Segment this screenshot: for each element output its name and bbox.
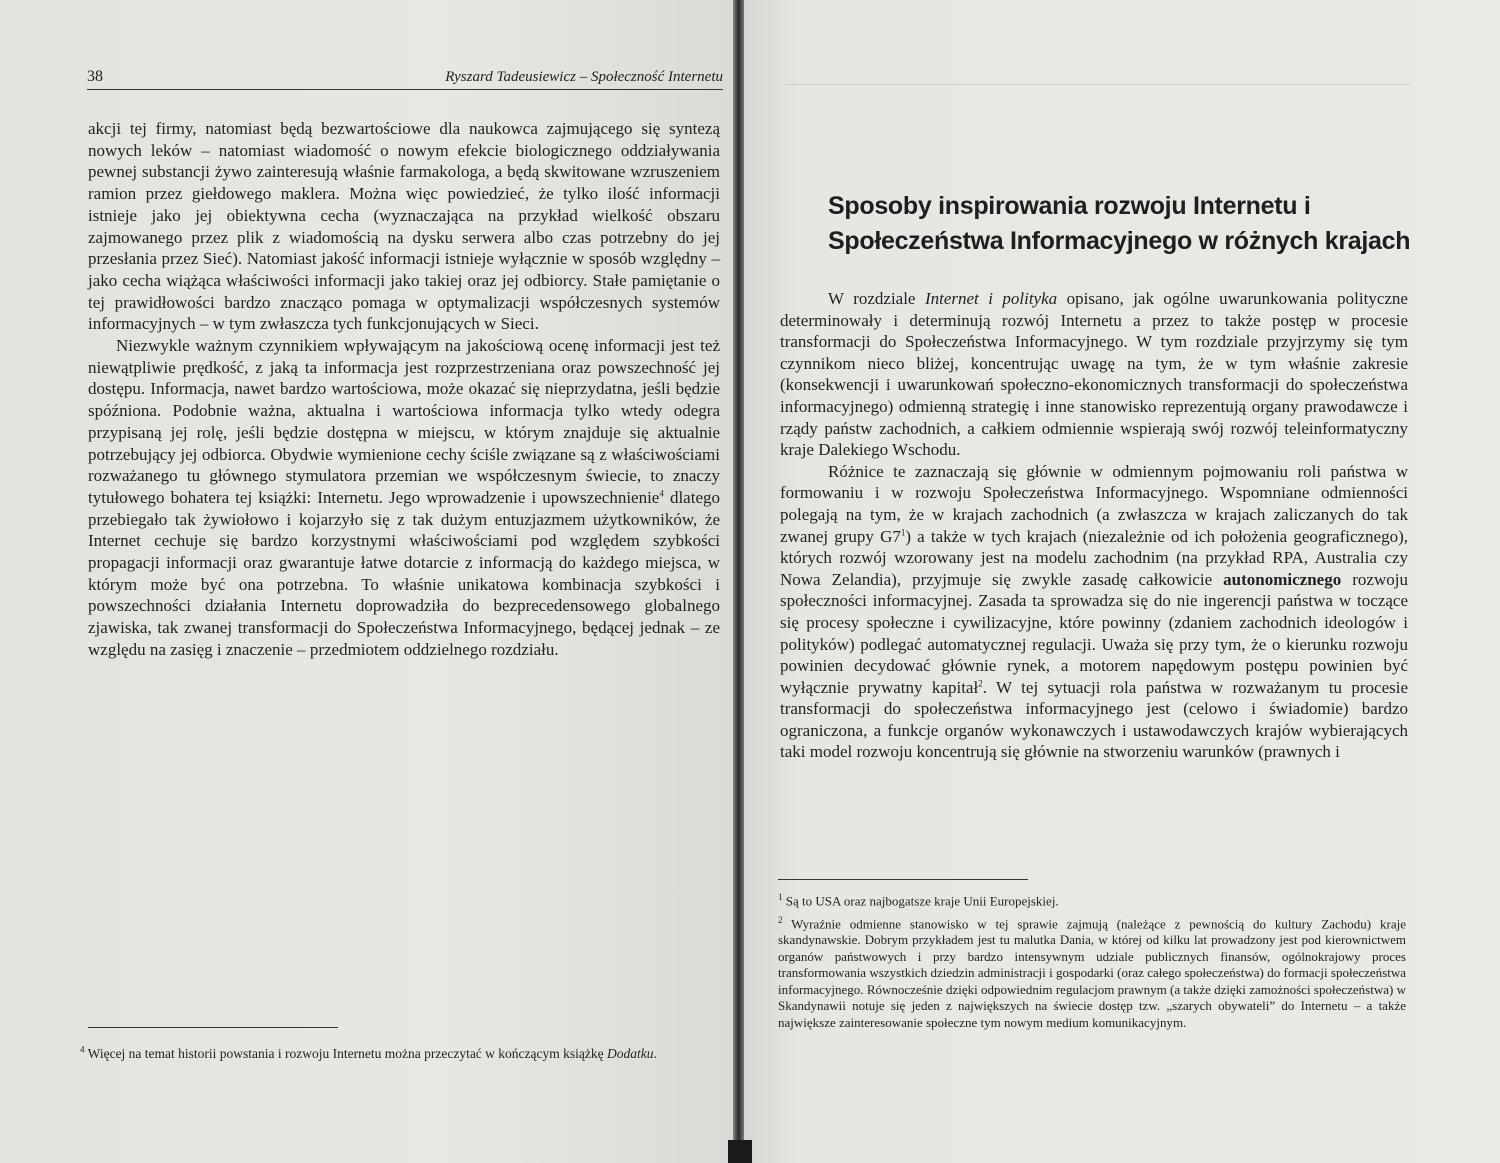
heading-line: Społeczeństwa Informacyjnego w różnych krajach (828, 227, 1411, 255)
footnote-text: Więcej na temat historii powstania i rozwoju Internetu można przeczytać w kończącym książkę (84, 1046, 607, 1061)
footnote-ref[interactable]: 1 (900, 526, 906, 537)
footnotes (778, 889, 1406, 1033)
footnote-ref[interactable]: 4 (659, 488, 664, 499)
paragraph (780, 288, 1408, 461)
show-through-rule (785, 84, 1410, 85)
footnote (778, 889, 1406, 910)
page-header (87, 63, 723, 90)
paragraph-text: Niezwykle ważnym czynnikiem wpływającym na jakościową ocenę informacji jest też niewątpliwie prędkość, z jaką ta informacja jest rozprzestrzeniana oraz powszechność jej dostępu. Informacja, nawet bardzo wartościowa, może okazać się nieprzydatna, jeśli będzie spóźniona. Podobnie ważna, aktualna i wartościowa informacja tylko wtedy odegra przypisaną jej rolę, jeśli będzie dostępna w miejscu, w którym znajduje się aktualnie potrzebujący jej odbiorca. Obydwie wymienione cechy ściśle związane są z właściwościami rozważanego tu głównego stymulatora przemian we współczesnym świecie, to znaczy tytułowego bohatera tej książki: Internetu. Jego wprowadzenie i upowszechnienie (88, 336, 720, 507)
footnote-index: 4 (80, 1044, 85, 1055)
footnote-rule (778, 879, 1028, 880)
running-title: Ryszard Tadeusiewicz – Społeczność Internetu (445, 69, 723, 85)
footnote-text: Wyraźnie odmienne stanowisko w tej sprawie zajmują (należące z pewnością do kultury Zachodu) kraje skandynawskie. Dobrym przykładem jest tu malutka Dania, w której od kilku lat prowadzony jest pod kierownictwem organów państwowych i przy bardzo intensywnym udziale publicznych finansów, ogólnokrajowy proces transformowania wszystkich dziedzin administracji i gospodarki (oraz całego społeczeństwa) do formacji społeczeństwa informacyjnego. Równocześnie dzięki odpowiednim regulacjom prawnym (a także dzięki zamożności społeczeństwa) w Skandynawii notuje się jeden z największych na świecie dostęp tzw. „szarych obywateli” do Internetu – a także największe zainteresowanie społeczne tym nowym medium komunikacyjnym. (778, 916, 1406, 1030)
footnote-index: 2 (778, 914, 783, 925)
chapter-reference: Internet i polityka (924, 289, 1058, 308)
footnote-end: . (653, 1046, 657, 1061)
paragraph-text: Różnice te zaznaczają się głównie w odmiennym pojmowaniu roli państwa w formowaniu i w rozwoju Społeczeństwa Informacyjnego. Wspomniane odmienności polegają na tym, że w krajach zachodnich (a zwłaszcza w krajach zaliczanych do tak zwanej grupy G7 (780, 461, 1408, 546)
heading-line: Sposoby inspirowania rozwoju Internetu i (828, 192, 1311, 220)
paragraph-text: opisano, jak ogólne uwarunkowania polityczne determinowały i determinują rozwój Internetu a przez to także postęp w procesie transformacji do Społeczeństwa Informacyjnego. W tym rozdziale przyjrzymy się tym czynnikom nieco bliżej, koncentrując uwagę na tym, że w tym właśnie zakresie (konsekwencji i uwarunkowań społeczno-ekonomicznych transformacji do społeczeństwa informacyjnego) odmienną strategię i inne stanowisko reprezentują organy prawodawcze i rządy państw zachodnich, a całkiem odmiennie wspierają swój rozwój teleinformatyczny kraje Dalekiego Wschodu. (780, 289, 1408, 460)
left-body-text (88, 118, 720, 661)
page-number: 38 (87, 68, 103, 85)
footnote (778, 912, 1406, 1031)
emphasis-text: autonomicznego (1223, 569, 1342, 589)
footnote (80, 1045, 720, 1063)
footnote-text: Są to USA oraz najbogatsze kraje Unii Europejskiej. (782, 893, 1059, 909)
right-body-text (780, 288, 1408, 763)
paragraph: akcji tej firmy, natomiast będą bezwartościowe dla naukowca zajmującego się syntezą nowych leków – natomiast wiadomość o nowym efekcie biologicznego oddziaływania pewnej substancji żywo zainteresują właśnie farmakologa, a będą skwitowane wzruszeniem ramion przez giełdowego maklera. Można więc powiedzieć, że tylko ilość informacji istnieje jako jej obiektywna cecha (wyznaczająca na przykład wielkość obszaru zajmowanego przez plik z wiadomością na dysku serwera albo czas potrzebny do jej przesłania przez Sieć). Natomiast jakość informacji istnieje wyłącznie w sposób względny – jako cecha wiążąca właściwości informacji jako takiej oraz jej odbiorcy. Stałe pamiętanie o tej prawidłowości bardzo znacząco pomaga w optymalizacji współczesnych systemów informacyjnych – w tym zwłaszcza tych funkcjonujących w Sieci. (88, 119, 720, 334)
footnote-rule (88, 1027, 338, 1028)
chapter-heading (828, 189, 1428, 259)
paragraph (88, 335, 720, 661)
footnote-ref[interactable]: 2 (978, 678, 983, 689)
paragraph (780, 461, 1408, 763)
gutter-shadow (728, 1140, 752, 1163)
paragraph-text: rozwoju społeczności informacyjnej. Zasada ta sprowadza się do nie ingerencji państwa w toczące się procesy społeczne i cywilizacyjne, które powinny (zdaniem zachodnich ideologów i polityków) podlegać automatycznej regulacji. Uważa się przy tym, że o kierunku rozwoju powinien decydować głównie rynek, a motorem napędowym postępu powinien być wyłącznie prywatny kapitał (780, 569, 1408, 697)
book-gutter (733, 0, 744, 1163)
footnote-index: 1 (778, 892, 783, 902)
paragraph-text: dlatego przebiegało tak żywiołowo i kojarzyło się z tak dużym entuzjazmem użytkowników, że Internet cechuje się bardzo korzystnymi właściwościami pod względem szybkości propagacji informacji oraz gwarantuje łatwe dotarcie z informacją do każdego miejsca, w którym może być ona potrzebna. To właśnie unikatowa kombinacja szybkości i powszechności działania Internetu doprowadziła do bezprecedensowego globalnego zjawiska, tak zwanej transformacji do Społeczeństwa Informacyjnego, będącej jednak – ze względu na zasięg i znaczenie – przedmiotem oddzielnego rozdziału. (88, 487, 720, 659)
paragraph-text: W rozdziale (828, 289, 925, 308)
paragraph-text: ) a także w tych krajach (niezależnie od ich położenia geograficznego), których rozwój wzorowany jest na modelu zachodnim (na przykład RPA, Australia czy Nowa Zelandia), przyjmuje się zwykle zasadę całkowicie (780, 526, 1408, 589)
footnote-italic: Dodatku (607, 1046, 654, 1061)
paragraph-text: . W tej sytuacji rola państwa w rozważanym tu procesie transformacji do społeczeństwa informacyjnego jest (celowo i świadomie) bardzo ograniczona, a funkcje organów wykonawczych i ustawodawczych krajów wybierających taki model rozwoju koncentrują się głównie na stworzeniu warunków (prawnych i (780, 677, 1408, 762)
